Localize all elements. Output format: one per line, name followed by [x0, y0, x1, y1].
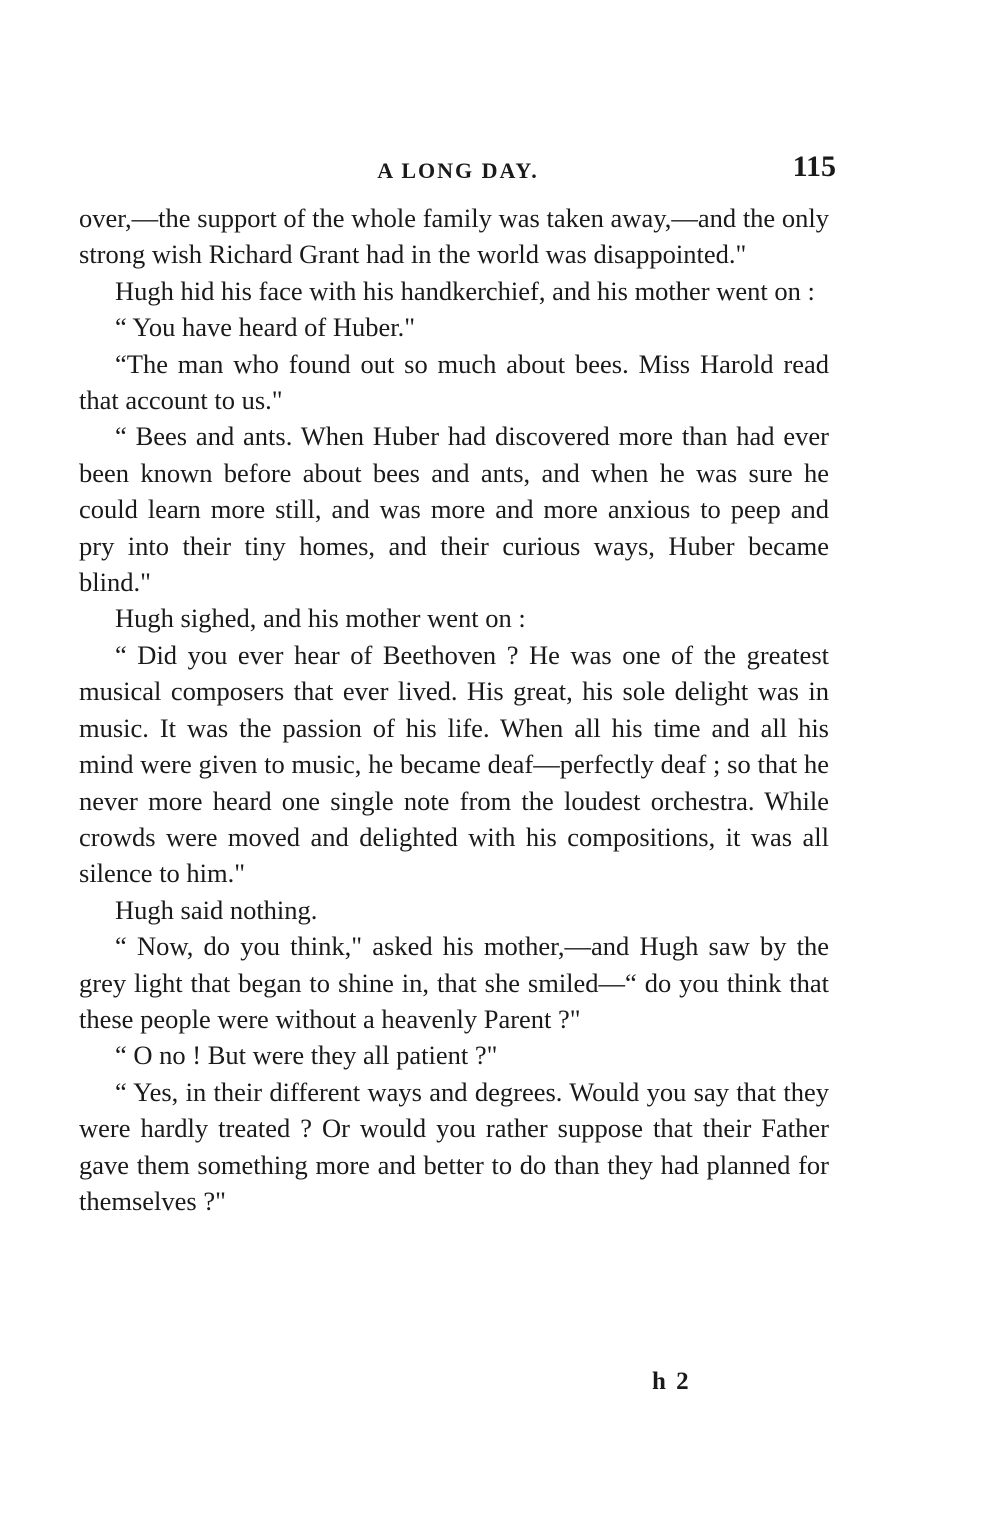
body-text	[79, 200, 829, 1219]
paragraph: Hugh sighed, and his mother went on :	[115, 603, 526, 634]
paragraph: “The man who found out so much about bees. Miss Harold read that account to us."	[79, 348, 829, 416]
paragraph: “ Bees and ants. When Huber had discovered more than had ever been known before about bees and ants, and when he was sure he could learn more still, and was more and more anxious to peep and pry into their tiny homes, and their curious ways, Huber became blind."	[79, 421, 829, 598]
paragraph: Hugh hid his face with his handkerchief, and his mother went on :	[115, 275, 815, 306]
paragraph: “ O no ! But were they all patient ?"	[115, 1040, 498, 1071]
paragraph: Hugh said nothing.	[115, 894, 318, 925]
signature-mark: h 2	[652, 1368, 691, 1395]
running-title: A LONG DAY.	[377, 158, 539, 183]
paragraph: “ Now, do you think," asked his mother,—and Hugh saw by the grey light that began to shine in, that she smiled—“ do you think that these people were without a heavenly Parent ?"	[79, 931, 829, 1034]
paragraph: “ Did you ever hear of Beethoven ? He was one of the greatest musical composers that ever lived. His great, his sole delight was in music. It was the passion of his life. When all his time and all his mind were given to music, he became deaf—perfectly deaf ; so that he never more heard one single note from the loudest orchestra. While crowds were moved and delighted with his compositions, it was all silence to him."	[79, 639, 829, 889]
page-header	[80, 148, 836, 188]
paragraph: “ You have heard of Huber."	[115, 312, 416, 343]
paragraph: over,—the support of the whole family was taken away,—and the only strong wish Richard Grant had in the world was disappointed."	[79, 203, 829, 270]
paragraph: “ Yes, in their different ways and degrees. Would you say that they were hardly treated ? Or would you rather suppose that their Father gave them something more and better to do than they had planned for themselves ?"	[79, 1076, 829, 1216]
page-number: 115	[792, 150, 836, 183]
